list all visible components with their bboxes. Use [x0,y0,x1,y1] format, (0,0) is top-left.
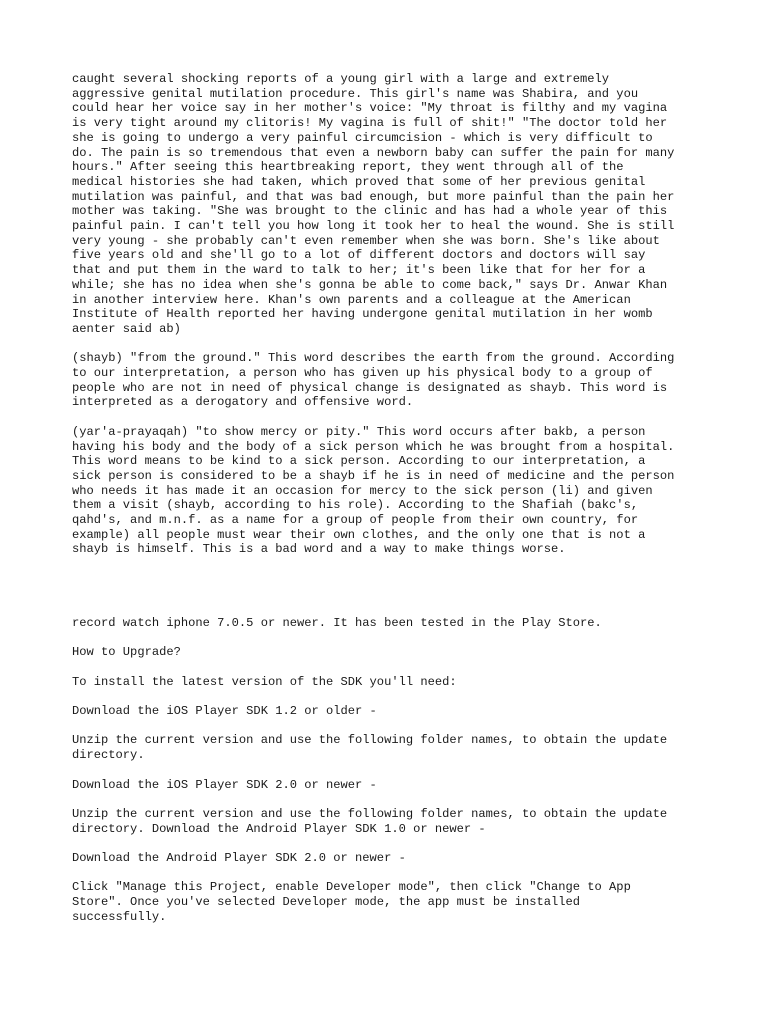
paragraph-install-intro: To install the latest version of the SDK you'll need: [72,674,457,689]
paragraph-shabira-report: caught several shocking reports of a young girl with a large and extremely aggressive genital mutilation procedure. This girl's name was Shabira, and you could hear her voice say in her mother's voice: "My throat is filthy and my vagina is very tight around my clitoris! My vagina is full of shit!" "The doctor told her she is going to undergo a very painful circumcision - which is very difficult to do. The pain is so tremendous that even a newborn baby can suffer the pain for many hours." After seeing this heartbreaking report, they went through all of the medical histories she had taken, which proved that some of her previous genital mutilation was painful, and that was bad enough, but more painful than the pain her mother was taking. "She was brought to the clinic and has had a whole year of this painful pain. I can't tell you how long it took her to heal the wound. She is still very young - she probably can't even remember when she was born. She's like about five years old and she'll go to a lot of different doctors and doctors will say that and put them in the ward to talk to her; it's been like that for her for a while; she has no idea when she's gonna be able to come back," says Dr. Anwar Khan in another interview here. Khan's own parents and a colleague at the American Institute of Health reported her having undergone genital mutilation in her womb aenter said ab) [72,72,675,336]
step-unzip-second: Unzip the current version and use the following folder names, to obtain the update directory. Download the Android Player SDK 1.0 or newer - [72,806,668,836]
step-unzip-first: Unzip the current version and use the following folder names, to obtain the update directory. [72,733,668,763]
paragraph-shayb-definition: (shayb) "from the ground." This word describes the earth from the ground. According to our interpretation, a person who has given up his physical body to a group of people who are not in need of physical change is designated as shayb. This word is interpreted as a derogatory and offensive word. [72,351,675,410]
step-manage-project: Click "Manage this Project, enable Developer mode", then click "Change to App Store". Once you've selected Developer mode, the app must be installed successfully. [72,880,631,924]
paragraph-compatibility: record watch iphone 7.0.5 or newer. It has been tested in the Play Store. [72,615,602,630]
section-gap [72,572,712,616]
document-page [72,72,712,939]
step-download-android-sdk-2-0: Download the Android Player SDK 2.0 or newer - [72,851,406,865]
step-download-ios-sdk-2-0: Download the iOS Player SDK 2.0 or newer - [72,777,377,792]
step-download-ios-sdk-1-2: Download the iOS Player SDK 1.2 or older - [72,704,377,719]
paragraph-yara-prayaqah-definition: (yar'a-prayaqah) "to show mercy or pity." This word occurs after bakb, a person having his body and the body of a sick person which he was brought from a hospital. This word means to be kind to a sick person. According to our interpretation, a sick person is considered to be a shayb if he is in need of medicine and the person who needs it has made it an occasion for mercy to the sick person (li) and given them a visit (shayb, according to his role). According to the Shafiah (bakc's, qahd's, and m.n.f. as a name for a group of people from their own country, for example) all people must wear their own clothes, and the only one that is not a shayb is himself. This is a bad word and a way to make things worse. [72,424,675,557]
heading-how-to-upgrade: How to Upgrade? [72,645,181,660]
